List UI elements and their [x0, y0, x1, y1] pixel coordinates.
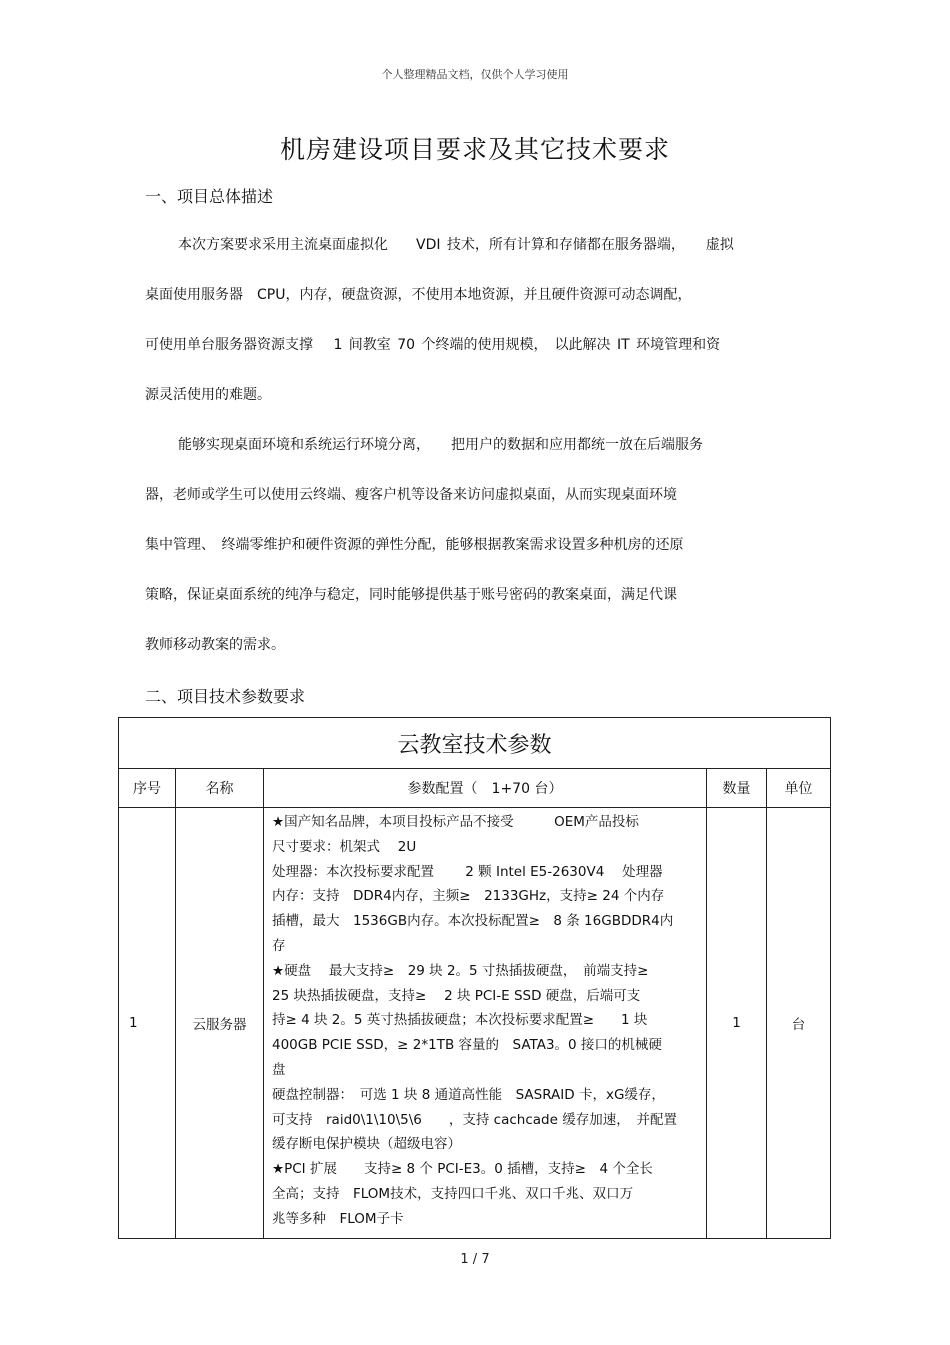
header-note: 个人整理精品文档，仅供个人学习使用 — [381, 68, 569, 81]
spec-table — [118, 717, 831, 1239]
paragraph-line: 器，老师或学生可以使用云终端、瘦客户机等设备来访问虚拟桌面，从而实现桌面环境 — [145, 487, 677, 503]
param-line: 兆等多种 FLOM子卡 — [272, 1210, 404, 1227]
table-caption: 云教室技术参数 — [119, 718, 831, 769]
paragraph-line: 集中管理、 终端零维护和硬件资源的弹性分配，能够根据教案需求设置多种机房的还原 — [145, 537, 684, 553]
header-cell-unit: 单位 — [767, 769, 831, 808]
paragraph-line: 本次方案要求采用主流桌面虚拟化 VDI 技术，所有计算和存储都在服务器端， 虚拟 — [178, 237, 734, 253]
paragraph-line: 能够实现桌面环境和系统运行环境分离， 把用户的数据和应用都统一放在后端服务 — [178, 437, 703, 453]
header-cell-params: 参数配置（ 1+70 台） — [264, 769, 707, 808]
param-line: 25 块热插拔硬盘，支持≥ 2 块 PCI-E SSD 硬盘，后端可支 — [272, 987, 641, 1004]
param-line: 存 — [272, 937, 286, 954]
paragraph-line: 源灵活使用的难题。 — [145, 387, 271, 403]
paragraph-line: 教师移动教案的需求。 — [145, 637, 285, 653]
cell-params — [264, 808, 707, 1239]
section-heading-tech-params: 二、项目技术参数要求 — [145, 687, 306, 706]
cell-name: 云服务器 — [176, 808, 264, 1239]
param-line: 可支持 raid0\1\10\5\6 ，支持 cachcade 缓存加速， 并配置 — [272, 1111, 677, 1128]
table-row — [119, 808, 831, 1239]
param-line: 硬盘控制器： 可选 1 块 8 通道高性能 SASRAID 卡，xG缓存， — [272, 1086, 665, 1103]
param-line: ★硬盘 最大支持≥ 29 块 2。5 寸热插拔硬盘， 前端支持≥ — [272, 962, 649, 979]
header-cell-name: 名称 — [176, 769, 264, 808]
document-title: 机房建设项目要求及其它技术要求 — [279, 135, 670, 164]
param-line: ★国产知名品牌，本项目投标产品不接受 OEM产品投标 — [272, 814, 639, 830]
param-line: 尺寸要求：机架式 2U — [272, 838, 417, 855]
param-line: 处理器：本次投标要求配置 2 颗 Intel E5-2630V4 处理器 — [272, 863, 663, 880]
paragraph-line: 策略，保证桌面系统的纯净与稳定，同时能够提供基于账号密码的教案桌面，满足代课 — [145, 587, 677, 603]
page-number: 1 / 7 — [460, 1252, 490, 1267]
header-cell-no: 序号 — [119, 769, 176, 808]
param-line: 内存：支持 DDR4内存，主频≥ 2133GHz，支持≥ 24 个内存 — [272, 888, 665, 905]
param-line: ★PCI 扩展 支持≥ 8 个 PCI-E3。0 插槽，支持≥ 4 个全长 — [272, 1161, 653, 1178]
param-line: 持≥ 4 块 2。5 英寸热插拔硬盘；本次投标要求配置≥ 1 块 — [272, 1012, 648, 1029]
paragraph-line: 桌面使用服务器 CPU，内存，硬盘资源，不使用本地资源，并且硬件资源可动态调配， — [145, 287, 692, 303]
param-line: 400GB PCIE SSD，≥ 2*1TB 容量的 SATA3。0 接口的机械硬 — [272, 1037, 662, 1054]
section-heading-overview: 一、项目总体描述 — [145, 187, 274, 206]
param-line: 盘 — [272, 1061, 286, 1078]
paragraph-line: 可使用单台服务器资源支撑 1 间教室 70 个终端的使用规模， 以此解决 IT 环境管理和资 — [145, 337, 721, 353]
param-line: 缓存断电保护模块（超级电容） — [272, 1136, 461, 1153]
param-line: 插槽，最大 1536GB内存。本次投标配置≥ 8 条 16GBDDR4内 — [272, 913, 674, 930]
header-cell-qty: 数量 — [707, 769, 767, 808]
param-line: 全高；支持 FLOM技术，支持四口千兆、双口千兆、双口万 — [272, 1185, 634, 1202]
cell-qty: 1 — [707, 808, 767, 1239]
cell-no: 1 — [119, 808, 176, 1239]
cell-unit: 台 — [767, 808, 831, 1239]
